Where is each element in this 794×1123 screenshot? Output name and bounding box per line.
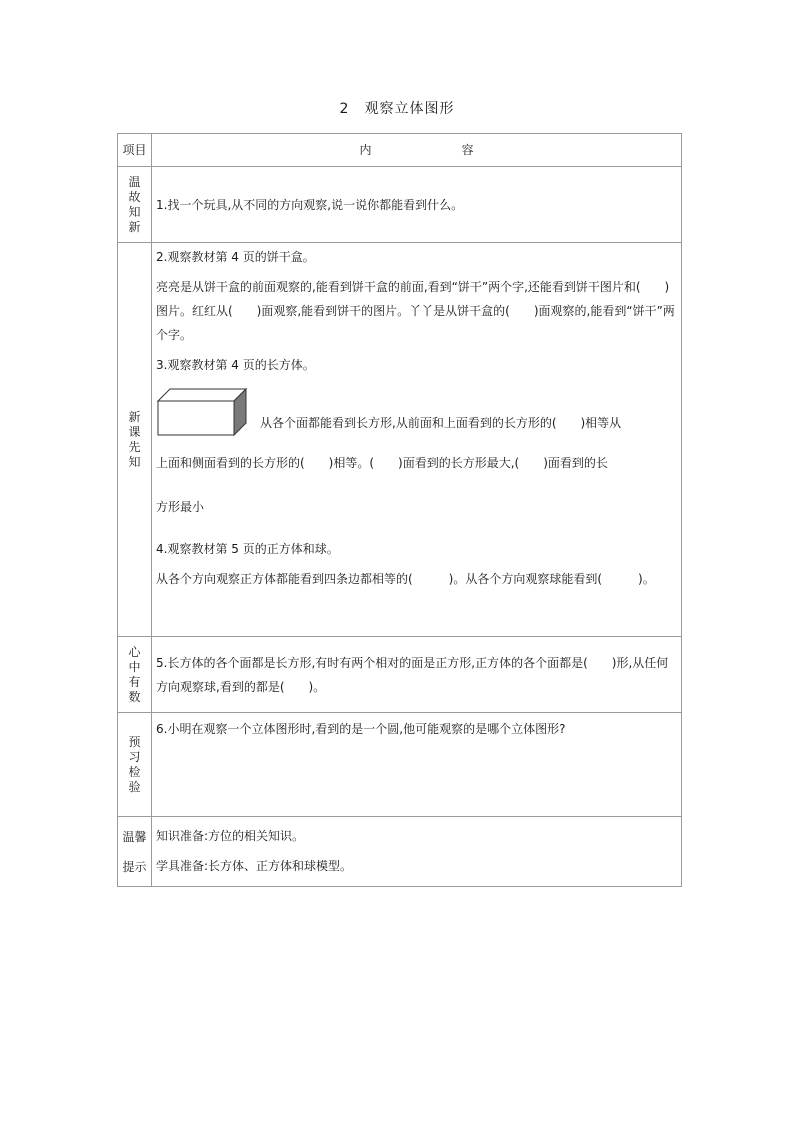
summary-content-cell <box>152 637 682 713</box>
summary-row <box>118 637 682 713</box>
question-2-title: 2.观察教材第 4 页的饼干盒。 <box>156 250 315 264</box>
tips-label-top: 温馨 <box>122 829 147 844</box>
question-3-inline-text: 从各个面都能看到长方形,从前面和上面看到的长方形的( )相等从 <box>260 416 622 430</box>
tips-knowledge: 知识准备:方位的相关知识。 <box>156 829 305 843</box>
check-content-cell <box>152 713 682 817</box>
summary-label-cell <box>118 637 152 713</box>
question-6: 6.小明在观察一个立体图形时,看到的是一个圆,他可能观察的是哪个立体图形? <box>156 722 566 736</box>
question-3-line-3: 方形最小 <box>156 500 205 514</box>
question-5: 5.长方体的各个面都是长方形,有时有两个相对的面是正方形,正方体的各个面都是( )形,从任何方向观察球,看到的都是( )。 <box>156 655 669 694</box>
review-label: 温故知新 <box>128 174 141 234</box>
tips-content-cell <box>152 817 682 887</box>
question-3-line-2: 上面和侧面看到的长方形的( )相等。( )面看到的长方形最大,( )面看到的长 <box>156 456 608 470</box>
check-label: 预习检验 <box>128 734 141 794</box>
header-content-cell <box>152 134 682 167</box>
review-row <box>118 167 682 243</box>
header-item-label: 项目 <box>122 143 147 157</box>
question-1: 1.找一个玩具,从不同的方向观察,说一说你都能看到什么。 <box>156 197 464 212</box>
review-label-cell <box>118 167 152 243</box>
question-3-title: 3.观察教材第 4 页的长方体。 <box>156 358 315 372</box>
tips-tools: 学具准备:长方体、正方体和球模型。 <box>156 859 353 873</box>
question-2-text: 亮亮是从饼干盒的前面观察的,能看到饼干盒的前面,看到“饼干”两个字,还能看到饼干图片和( )图片。红红从( )面观察,能看到饼干的图片。丫丫是从饼干盒的( )面观察的,能看到“饼干”两个字。 <box>156 280 675 342</box>
header-row <box>118 134 682 167</box>
question-4-text: 从各个方向观察正方体都能看到四条边都相等的( )。从各个方向观察球能看到( )。 <box>156 572 655 586</box>
header-content-label: 内 容 <box>359 143 496 157</box>
tips-row <box>118 817 682 887</box>
tips-label-cell <box>118 817 152 887</box>
preview-content-cell <box>152 243 682 637</box>
summary-label: 心中有数 <box>128 644 141 704</box>
page-title: 2 观察立体图形 <box>339 101 455 117</box>
question-3-figure-line <box>156 385 677 437</box>
header-label-cell <box>118 134 152 167</box>
check-row <box>118 713 682 817</box>
preview-label: 新课先知 <box>128 409 141 469</box>
question-4-title: 4.观察教材第 5 页的正方体和球。 <box>156 542 339 556</box>
preview-label-cell <box>118 243 152 637</box>
review-content-cell <box>152 167 682 243</box>
cuboid-icon <box>156 385 248 437</box>
preview-row <box>118 243 682 637</box>
check-label-cell <box>118 713 152 817</box>
tips-label-bottom: 提示 <box>122 859 147 874</box>
preview-table <box>117 133 682 887</box>
